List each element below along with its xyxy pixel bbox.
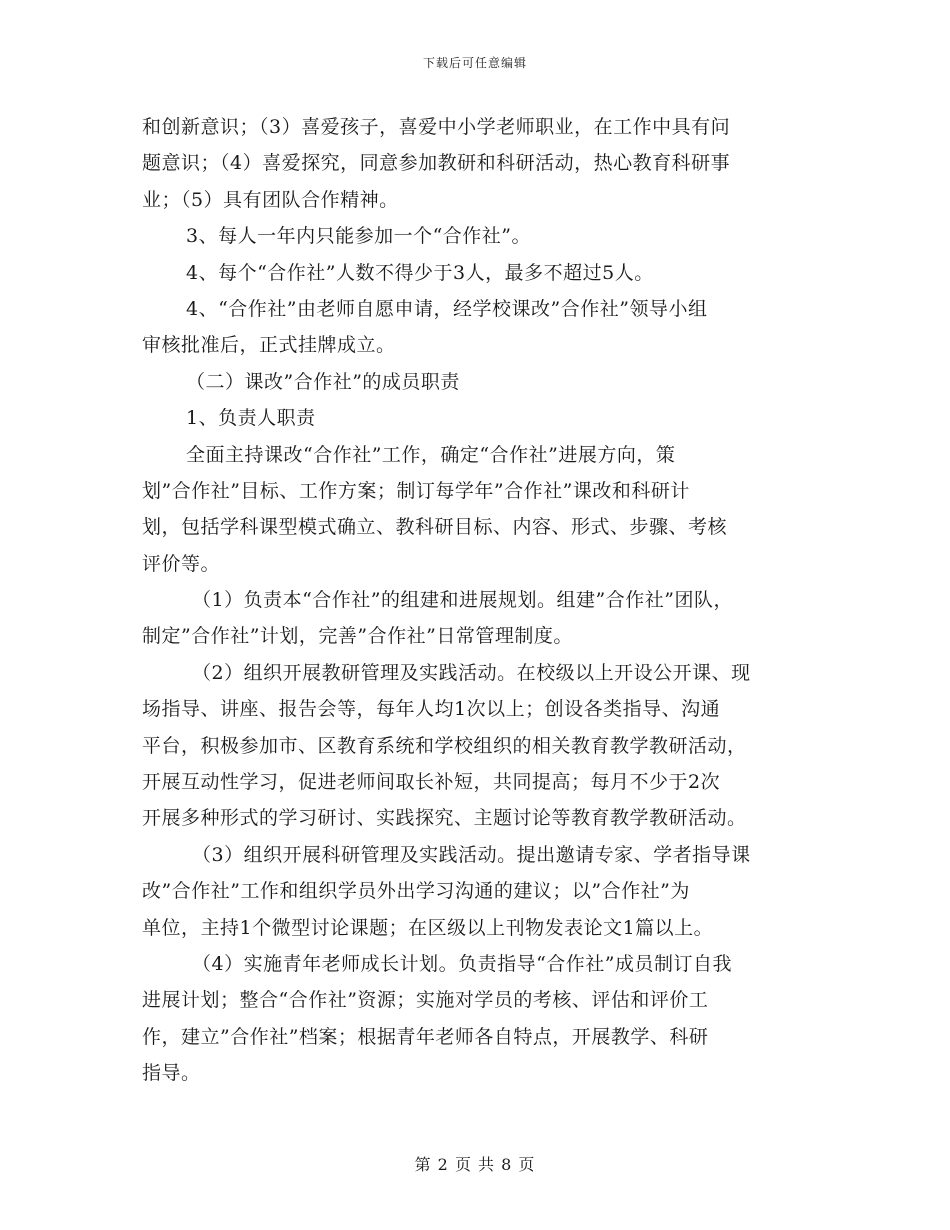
text-line: 全面主持课改“合作社”工作，确定“合作社”进展方向，策: [186, 443, 676, 466]
text-line: 开展互动性学习，促进老师间取长补短，共同提高；每月不少于2次: [142, 771, 721, 794]
text-line: 3、每人一年内只能参加一个“合作社”。: [186, 225, 532, 248]
page-header: 下载后可任意编辑: [422, 56, 527, 70]
text-line: 制定”合作社”计划，完善”合作社”日常管理制度。: [142, 625, 573, 648]
text-line: 场指导、讲座、报告会等，每年人均1次以上；创设各类指导、沟通: [142, 698, 721, 721]
text-line: 划”合作社”目标、工作方案；制订每学年”合作社”课改和科研计: [142, 479, 690, 502]
text-line: 改”合作社”工作和组织学员外出学习沟通的建议；以”合作社”为: [142, 880, 690, 903]
text-line: 和创新意识；（3）喜爱孩子，喜爱中小学老师职业，在工作中具有问: [142, 116, 731, 138]
text-line: 划，包括学科课型模式确立、教科研目标、内容、形式、步骤、考核: [142, 516, 728, 539]
text-line: 评价等。: [142, 552, 221, 575]
text-line: 单位，主持1个微型讨论课题；在区级以上刊物发表论文1篇以上。: [142, 916, 714, 939]
text-line: 4、“合作社”由老师自愿申请，经学校课改”合作社”领导小组: [186, 297, 708, 320]
text-line: 题意识；（4）喜爱探究，同意参加教研和科研活动，热心教育科研事: [142, 152, 731, 175]
text-line: 平台，积极参加市、区教育系统和学校组织的相关教育教学教研活动，: [142, 734, 747, 757]
document-body: [142, 109, 822, 1092]
text-line: 指导。: [142, 1062, 201, 1085]
text-line: （4）实施青年老师成长计划。负责指导“合作社”成员制订自我: [192, 952, 733, 975]
text-line: 开展多种形式的学习研讨、实践探究、主题讨论等教育教学教研活动。: [142, 807, 747, 830]
subsection-heading: 1、负责人职责: [186, 407, 316, 430]
text-line: 进展计划；整合“合作社”资源；实施对学员的考核、评估和评价工: [142, 989, 709, 1012]
text-line: （3）组织开展科研管理及实践活动。提出邀请专家、学者指导课: [192, 843, 751, 866]
text-line: （2）组织开展教研管理及实践活动。在校级以上开设公开课、现: [192, 661, 751, 684]
text-line: 作，建立”合作社”档案；根据青年老师各自特点，开展教学、科研: [142, 1025, 709, 1048]
text-line: （1）负责本“合作社”的组建和进展规划。组建”合作社”团队，: [192, 589, 733, 612]
section-heading: （二）课改”合作社”的成员职责: [186, 370, 460, 393]
text-line: 4、每个“合作社”人数不得少于3人，最多不超过5人。: [186, 261, 654, 284]
text-line: 审核批准后，正式挂牌成立。: [142, 334, 396, 357]
text-line: 业；（5）具有团队合作精神。: [142, 188, 399, 211]
page-footer: 第 2 页 共 8 页: [414, 1155, 536, 1174]
